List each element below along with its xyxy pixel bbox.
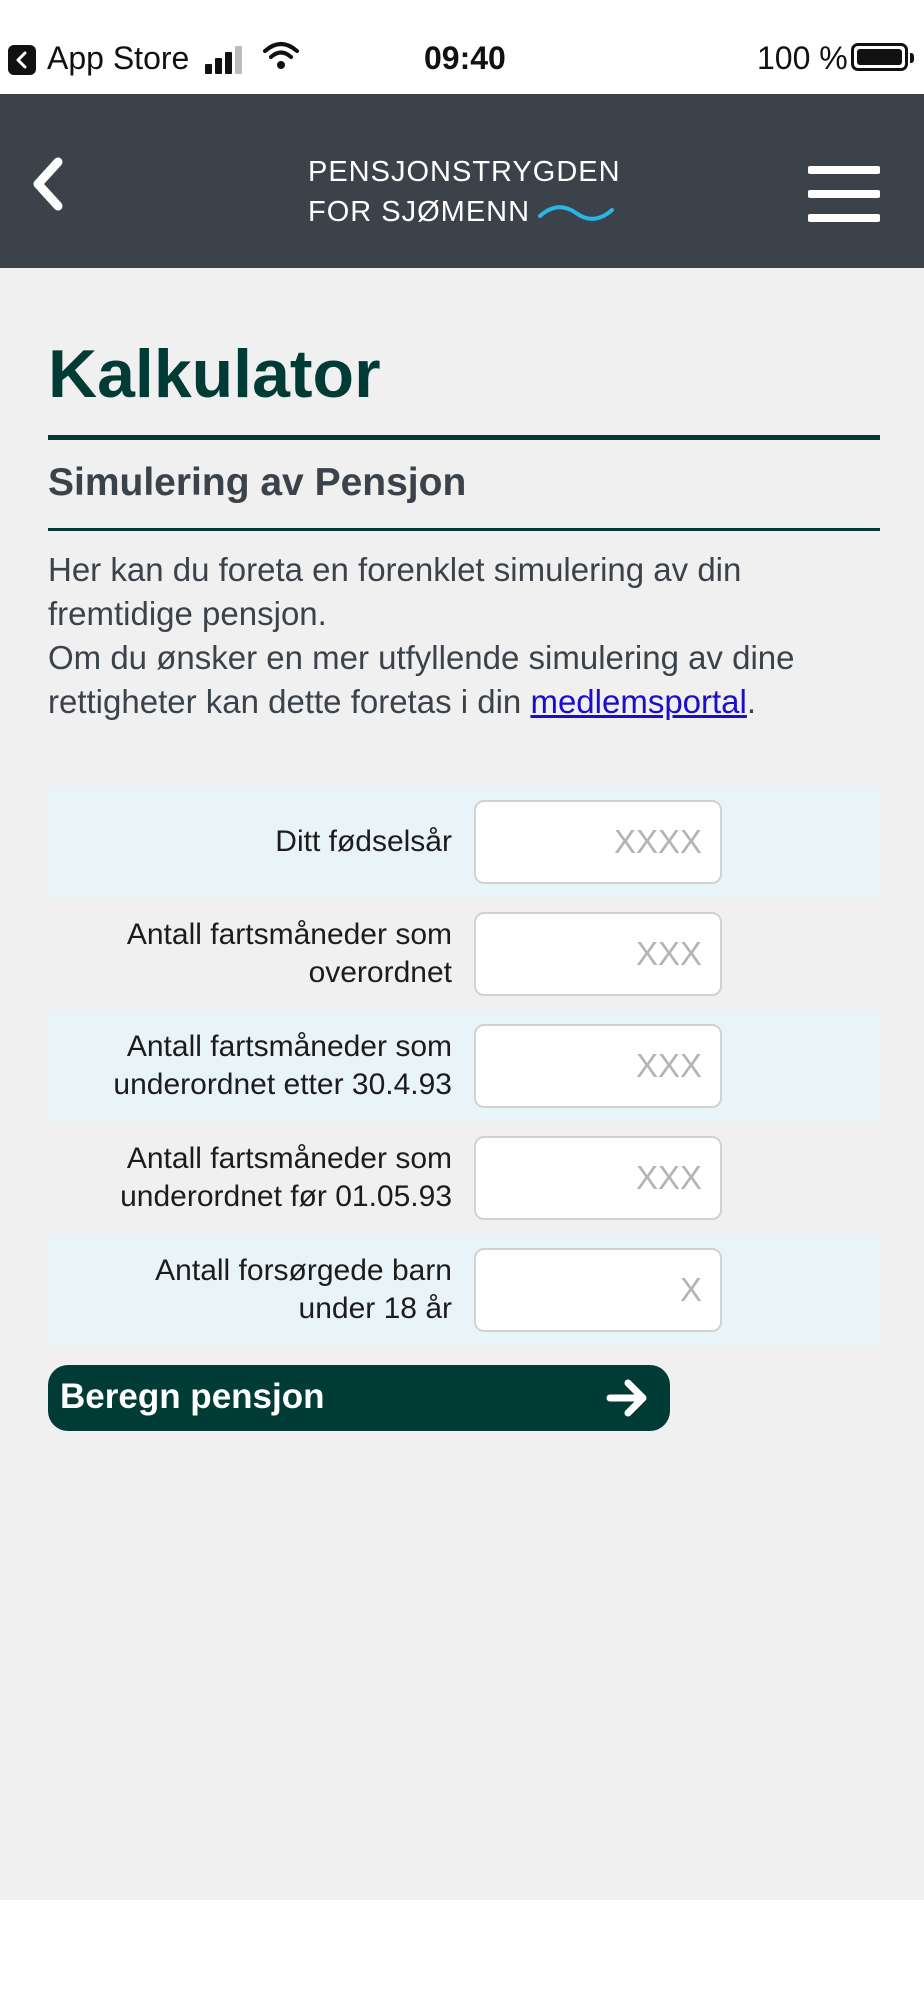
form-row-months-subordinate-before	[48, 1122, 880, 1234]
chevron-left-icon	[28, 154, 68, 214]
back-app-label[interactable]: App Store	[47, 40, 190, 76]
children-count-input[interactable]	[474, 1248, 722, 1332]
wave-icon	[538, 202, 614, 224]
brand-logo[interactable]	[308, 152, 621, 232]
page-title: Kalkulator	[48, 336, 381, 412]
months-subordinate-after-input[interactable]	[474, 1024, 722, 1108]
field-label: Antall fartsmåneder som underordnet før 01.05.93	[120, 1142, 452, 1213]
months-superior-input[interactable]	[474, 912, 722, 996]
logo-line-2	[308, 192, 621, 232]
field-label: Antall fartsmåneder som underordnet etter 30.4.93	[113, 1030, 452, 1101]
member-portal-link[interactable]: medlemsportal	[530, 683, 747, 720]
status-bar	[0, 0, 924, 94]
form-row-birth-year	[48, 786, 880, 898]
form-row-months-superior	[48, 898, 880, 1010]
logo-line-1: PENSJONSTRYGDEN	[308, 156, 621, 188]
section-divider	[48, 528, 880, 531]
field-label: Ditt fødselsår	[275, 825, 452, 858]
form-row-children	[48, 1234, 880, 1346]
calculate-pension-button[interactable]	[48, 1365, 670, 1431]
signal-icon	[205, 44, 247, 74]
clock: 09:40	[424, 40, 506, 76]
months-subordinate-before-input[interactable]	[474, 1136, 722, 1220]
arrow-right-icon	[606, 1377, 650, 1419]
menu-bar-2	[808, 190, 880, 198]
logo-line-2-text: FOR SJØMENN	[308, 196, 531, 228]
intro-paragraph-2: Om du ønsker en mer utfyllende simulering av dine rettigheter kan dette foretas i din	[48, 639, 795, 720]
calculate-button-label: Beregn pensjon	[60, 1377, 325, 1416]
wifi-icon	[263, 41, 299, 71]
battery-icon	[851, 43, 908, 71]
form-row-months-subordinate-after	[48, 1010, 880, 1122]
intro-text	[48, 548, 888, 724]
back-button[interactable]	[28, 154, 78, 214]
title-divider	[48, 435, 880, 440]
pension-form	[48, 786, 880, 1346]
main-content	[0, 268, 924, 1900]
field-label: Antall forsørgede barn under 18 år	[155, 1254, 452, 1325]
field-label: Antall fartsmåneder som overordnet	[126, 918, 452, 989]
bottom-safe-area	[0, 1900, 924, 2000]
back-to-app-icon[interactable]	[8, 45, 36, 75]
hamburger-menu-button[interactable]	[808, 166, 880, 226]
hamburger-menu-icon	[808, 166, 880, 174]
intro-end: .	[746, 683, 757, 720]
menu-bar-3	[808, 214, 880, 222]
birth-year-input[interactable]	[474, 800, 722, 884]
section-title: Simulering av Pensjon	[48, 461, 467, 504]
battery-percentage: 100 %	[757, 40, 848, 76]
app-header	[0, 94, 924, 268]
intro-paragraph-1: Her kan du foreta en forenklet simulering av din fremtidige pensjon.	[48, 551, 742, 632]
